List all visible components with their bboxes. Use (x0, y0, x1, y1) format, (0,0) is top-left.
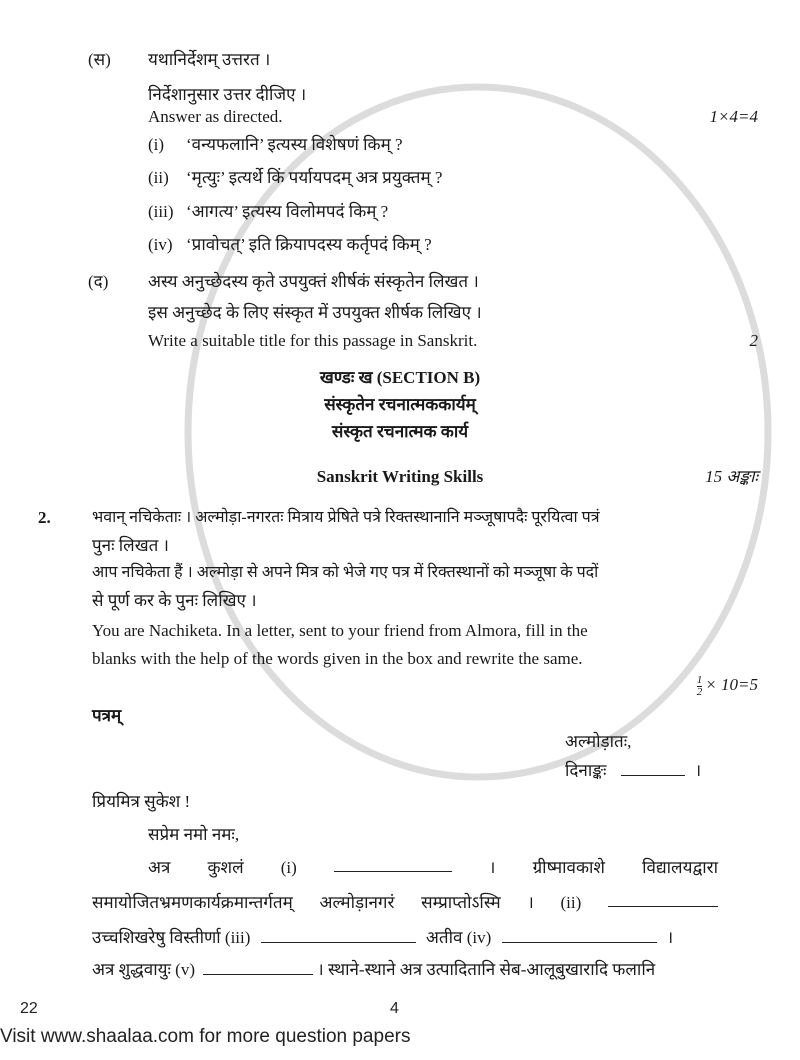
part-d-marks: 2 (749, 331, 758, 350)
question-line2: पुनः लिखत । (92, 536, 169, 555)
question-number: 2. (38, 508, 51, 527)
letter-line4: अत्र शुद्धवायुः (v) । स्थाने-स्थाने अत्र उत्पादितानि सेब-आलूबुखारादि फलानि (92, 960, 656, 979)
blank-ii (608, 892, 718, 907)
letter-title: पत्रम् (92, 706, 122, 725)
question-line3: आप नचिकेता हैं । अल्मोड़ा से अपने मित्र को भेजे गए पत्र में रिक्तस्थानों को मञ्जूषा के पदों (92, 564, 599, 581)
letter-line1: अत्र कुशलं (i) । ग्रीष्मावकाशे विद्यालयद्वारा (148, 858, 718, 877)
letter-line3: उच्चशिखरेषु विस्तीर्णा (iii) अतीव (iv) । (92, 928, 674, 947)
list-item: (ii) ‘मृत्युः’ इत्यर्थे किं पर्यायपदम् अत्र प्रयुक्तम् ? (148, 168, 443, 187)
part-s-label: (स) (88, 50, 111, 69)
section-heading: खण्डः ख (SECTION B) (319, 368, 481, 387)
list-item: (iv) ‘प्रावोचत्’ इति क्रियापदस्य कर्तृपदं किम् ? (148, 235, 432, 254)
part-d-line1: अस्य अनुच्छेदस्य कृते उपयुक्तं शीर्षकं संस्कृतेन लिखत । (148, 272, 479, 291)
blank-i (334, 857, 452, 872)
footer-link[interactable]: Visit www.shaalaa.com for more question papers (0, 1026, 411, 1047)
letter-greeting: सप्रेम नमो नमः, (148, 825, 240, 844)
blank-v (203, 960, 313, 975)
part-s-line3: Answer as directed. (148, 107, 283, 126)
blank-iv (502, 928, 657, 943)
section-sub1: संस्कृतेन रचनात्मककार्यम् (324, 395, 476, 414)
part-d-line3: Write a suitable title for this passage in Sanskrit. (148, 331, 478, 350)
letter-date: दिनाङ्कः । (565, 761, 702, 780)
part-s-line1: यथानिर्देशम् उत्तरत । (148, 50, 271, 69)
question-line4: से पूर्ण कर के पुनः लिखिए । (92, 591, 257, 610)
list-item: (iii) ‘आगत्य’ इत्यस्य विलोमपदं किम् ? (148, 202, 389, 221)
question-line6: blanks with the help of the words given in the box and rewrite the same. (92, 649, 583, 668)
question-line1: भवान् नचिकेताः । अल्मोड़ा-नगरतः मित्राय प्रेषिते पत्रे रिक्तस्थानानि मञ्जूषापदैः पूरयित्वा पत्रं (92, 509, 600, 526)
part-s-line2: निर्देशानुसार उत्तर दीजिए । (148, 85, 307, 104)
letter-line2: समायोजितभ्रमणकार्यक्रमान्तर्गतम् अल्मोड़ानगरं सम्प्राप्तोऽस्मि । (ii) (92, 892, 718, 914)
section-marks: 15 अङ्काः (705, 467, 758, 486)
date-blank (621, 761, 685, 776)
letter-salutation: प्रियमित्र सुकेश ! (92, 792, 191, 811)
list-item: (i) ‘वन्यफलानि’ इत्यस्य विशेषणं किम् ? (148, 135, 403, 154)
blank-iii (261, 928, 416, 943)
section-sub3: Sanskrit Writing Skills (316, 467, 484, 486)
question-line5: You are Nachiketa. In a letter, sent to your friend from Almora, fill in the (92, 621, 588, 640)
part-d-line2: इस अनुच्छेद के लिए संस्कृत में उपयुक्त शीर्षक लिखिए । (148, 303, 482, 322)
question-marks: $\frac{1}{2}$ × 10=5 (696, 673, 758, 698)
paper-code: 22 (20, 1000, 38, 1017)
page-number: 4 (390, 1000, 399, 1017)
part-s-marks: 1×4=4 (709, 107, 758, 126)
section-sub2: संस्कृत रचनात्मक कार्य (331, 422, 469, 441)
part-d-label: (द) (88, 272, 109, 291)
letter-place: अल्मोड़ातः, (565, 732, 632, 751)
